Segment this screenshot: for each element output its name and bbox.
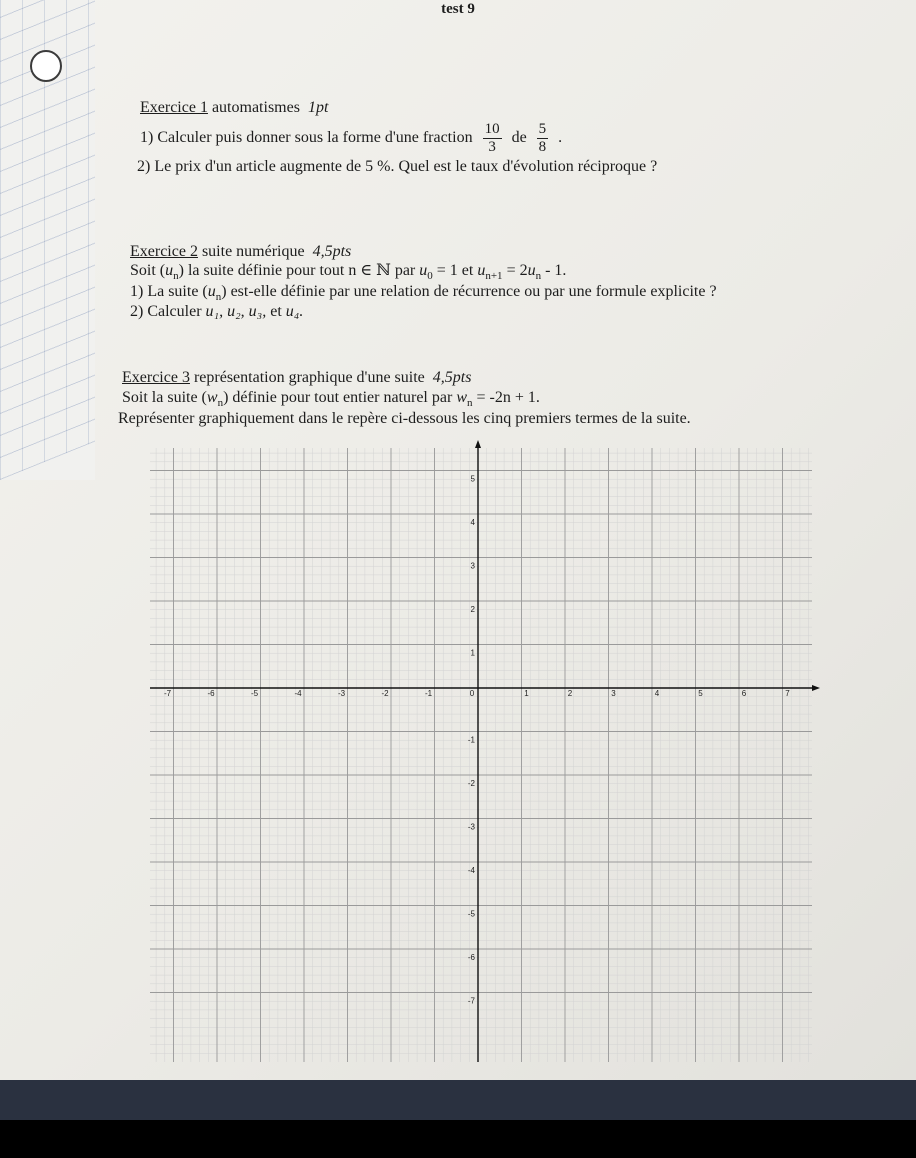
ex1-subject: automatismes	[211, 99, 300, 116]
x-tick-label: 6	[741, 689, 747, 698]
table-surface	[0, 1080, 916, 1120]
y-tick-label: 1	[470, 648, 475, 658]
x-tick-label: -7	[163, 689, 172, 698]
ex2-definition: Soit $(u_n)$ la suite définie pour tout n ∈ ℕ par $u_0 = 1$ et $u_{n+1} = 2u_n - 1$.	[130, 262, 567, 283]
ex1-q1-text: 1) Calculer puis donner sous la forme d'une fraction	[140, 129, 473, 146]
y-tick-label: -4	[467, 866, 475, 875]
ex2-q1: 1) La suite $(u_n)$ est-elle définie par une relation de récurrence ou par une formule explicite ?	[130, 283, 717, 304]
ex3-points: 4,5pts	[432, 369, 472, 386]
frac2-numerator: 5	[538, 120, 547, 137]
y-tick-label: -2	[467, 779, 475, 788]
x-tick-label: -2	[381, 689, 389, 698]
x-tick-label: 0	[469, 689, 475, 698]
y-tick-label: -6	[467, 953, 475, 962]
x-tick-label: -6	[207, 689, 215, 698]
x-tick-label: -1	[424, 689, 433, 698]
ex1-points: 1pt	[307, 99, 329, 116]
x-tick-label: -3	[337, 689, 346, 698]
x-tick-label: 2	[567, 689, 573, 698]
grid-minor-lines	[150, 448, 812, 1062]
ex2-subject: suite numérique	[201, 243, 305, 260]
ex2-heading: Exercice 2	[130, 243, 198, 260]
frac1-numerator: 10	[484, 120, 500, 137]
x-tick-label: 4	[654, 689, 660, 698]
y-tick-label: -5	[467, 909, 475, 919]
ex3-subject: représentation graphique d'une suite	[193, 369, 425, 386]
y-tick-label: 4	[470, 518, 475, 527]
ex1-q2: 2) Le prix d'un article augmente de 5 %. Quel est le taux d'évolution réciproque ?	[137, 158, 658, 175]
y-axis-arrow	[475, 440, 481, 448]
page-title: test 9	[441, 1, 475, 17]
y-tick-label: -3	[467, 822, 475, 832]
ex3-instruction: Représenter graphiquement dans le repère ci-dessous les cinq premiers termes de la suite.	[118, 410, 691, 427]
ex1-q1-end: .	[558, 129, 563, 146]
axes	[150, 440, 820, 1062]
x-axis-arrow	[812, 685, 820, 691]
x-tick-label: 7	[785, 689, 790, 698]
ex3-heading: Exercice 3	[122, 369, 190, 386]
ex3-definition: Soit la suite $(w_n)$ définie pour tout entier naturel par $w_n = -2n + 1$.	[122, 389, 540, 410]
x-tick-label: 5	[698, 689, 703, 698]
x-tick-label: -5	[250, 689, 259, 698]
y-tick-label: 3	[470, 561, 475, 571]
y-tick-label: -1	[467, 735, 475, 745]
y-tick-label: 5	[470, 474, 475, 484]
x-tick-label: 3	[611, 689, 616, 698]
ex1-q1-de: de	[511, 129, 527, 146]
ex2-q2: 2) Calculer u₁, u₂, u₃, et u₄.	[130, 303, 304, 320]
photo-bottom-edge	[0, 1080, 916, 1158]
frac1-denominator: 3	[488, 138, 496, 155]
frac2-denominator: 8	[538, 138, 547, 155]
x-tick-label: -4	[294, 689, 302, 698]
y-tick-label: -7	[467, 996, 475, 1006]
ex2-points: 4,5pts	[312, 243, 352, 260]
y-tick-label: 2	[470, 605, 475, 614]
x-tick-label: 1	[524, 689, 529, 698]
black-bar	[0, 1120, 916, 1158]
ex1-heading: Exercice 1	[140, 99, 208, 116]
